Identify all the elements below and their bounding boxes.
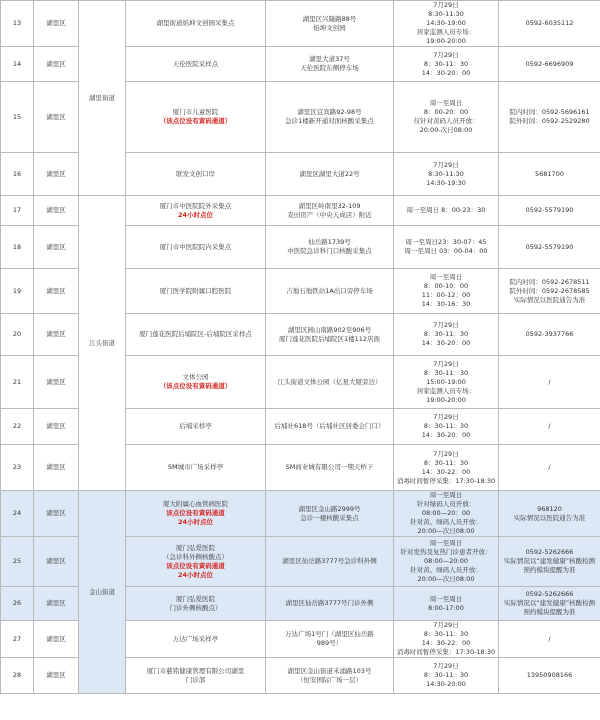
cell-line: 7月29日 bbox=[433, 50, 459, 59]
cell-line: 湖里区兴隆路88号 bbox=[302, 14, 357, 23]
cell-line: 7月29日 bbox=[433, 449, 459, 458]
cell-line: 15:00-19:00 bbox=[426, 377, 466, 386]
cell-line: 周一至周日23：30-07：45 bbox=[405, 238, 487, 246]
cell-line: 周一至周日 bbox=[429, 491, 463, 499]
cell-line: 8：30-11：30 bbox=[423, 630, 469, 638]
address-cell bbox=[266, 587, 394, 621]
site-name-cell bbox=[126, 1, 266, 47]
street-cell: 江头街道 bbox=[79, 196, 126, 491]
phone-cell bbox=[499, 621, 600, 658]
row-number: 18 bbox=[1, 226, 34, 269]
cell-line: 厦门市中医院院内采集点 bbox=[159, 242, 232, 251]
cell-line: 厦门弘爱医院 bbox=[176, 594, 215, 603]
cell-line: 0592-5579190 bbox=[525, 242, 574, 251]
address-cell bbox=[266, 226, 394, 269]
row-number: 20 bbox=[1, 314, 34, 356]
district-cell: 湖里区 bbox=[34, 269, 79, 314]
address-cell bbox=[266, 621, 394, 658]
cell-line: 江头街道文体公园（亿星大厦旁边） bbox=[277, 377, 382, 386]
cell-line: 周一至周日 03：00-04：00 bbox=[404, 247, 488, 255]
site-name-cell bbox=[126, 269, 266, 314]
cell-line: 8：30-11：30 bbox=[423, 368, 469, 377]
cell-line: 14：30-22：00 bbox=[421, 639, 471, 647]
cell-line: 8:00-17:00 bbox=[428, 603, 464, 612]
highlight-note: 24小时点位 bbox=[177, 210, 214, 219]
street-cell: 金山街道 bbox=[79, 491, 126, 694]
service-time-cell bbox=[394, 537, 499, 587]
site-name-cell bbox=[126, 587, 266, 621]
district-cell: 湖里区 bbox=[34, 82, 79, 153]
row-number: 15 bbox=[1, 82, 34, 153]
phone-cell bbox=[499, 587, 600, 621]
cell-line: / bbox=[548, 463, 551, 471]
service-time-cell bbox=[394, 445, 499, 491]
service-time-cell bbox=[394, 196, 499, 226]
cell-line: 989号） bbox=[316, 639, 343, 647]
cell-line: 7月29日 bbox=[433, 621, 459, 629]
district-cell: 湖里区 bbox=[34, 356, 79, 409]
cell-line: 周一至周日 8：00-23：30 bbox=[406, 206, 486, 214]
cell-line: 仅针对黄码人员开放： bbox=[413, 117, 479, 125]
address-cell bbox=[266, 153, 394, 196]
cell-line: 7月29日 bbox=[433, 413, 459, 421]
cell-line: 针对黄、绿码人员开放： bbox=[410, 518, 482, 526]
cell-line: 湖里区仙岳路3777号门诊外侧 bbox=[285, 599, 374, 607]
district-cell: 湖里区 bbox=[34, 537, 79, 587]
site-name-cell bbox=[126, 47, 266, 82]
cell-line: （急诊科外侧核酸点） bbox=[163, 552, 228, 561]
cell-line: 实际情况以医院通告为准 bbox=[513, 513, 586, 522]
site-name-cell bbox=[126, 314, 266, 356]
cell-line: 居家监测人员专场： bbox=[416, 386, 476, 395]
service-time-cell bbox=[394, 587, 499, 621]
cell-line: 厦门市中医院院外采集点 bbox=[159, 201, 232, 210]
address-cell bbox=[266, 491, 394, 537]
cell-line: 8:30-11:30 bbox=[428, 169, 464, 178]
cell-line: 湖里区园山南路902至906号 bbox=[287, 325, 372, 334]
phone-cell bbox=[499, 269, 600, 314]
cell-line: 0592-5262666 bbox=[525, 548, 574, 556]
cell-line: 14：30-16：30 bbox=[421, 300, 471, 308]
site-name-cell bbox=[126, 153, 266, 196]
site-name-cell bbox=[126, 445, 266, 491]
site-name-cell bbox=[126, 409, 266, 445]
row-number: 19 bbox=[1, 269, 34, 314]
district-cell: 湖里区 bbox=[34, 1, 79, 47]
cell-line: 吉地石地铁站1A出口旁停车场 bbox=[286, 286, 373, 295]
phone-cell bbox=[499, 658, 600, 694]
cell-line: 湖里区宜宾路92-98号 bbox=[297, 108, 362, 116]
cell-line: 0592-5262666 bbox=[525, 590, 574, 598]
row-number: 28 bbox=[1, 658, 34, 694]
cell-line: 后埔社618号（后埔社区居委会门口） bbox=[274, 422, 385, 430]
cell-line: 7月29日 bbox=[433, 359, 459, 368]
cell-line: 门诊外侧核酸点） bbox=[169, 603, 222, 612]
row-number: 14 bbox=[1, 47, 34, 82]
cell-line: 厦门市慈铭健康管理有限公司湖里 bbox=[146, 666, 245, 675]
cell-line: 文体公园 bbox=[182, 373, 209, 381]
cell-line: 8：30-11：30 bbox=[423, 422, 469, 430]
cell-line: 0592-6035112 bbox=[525, 19, 574, 27]
address-cell bbox=[266, 658, 394, 694]
site-name-cell bbox=[126, 621, 266, 658]
row-number: 27 bbox=[1, 621, 34, 658]
cell-line: 14：30-20：00 bbox=[421, 339, 471, 347]
phone-cell bbox=[499, 314, 600, 356]
district-cell: 湖里区 bbox=[34, 445, 79, 491]
site-name-cell bbox=[126, 491, 266, 537]
district-cell: 湖里区 bbox=[34, 226, 79, 269]
cell-line: 20:00—次日08:00 bbox=[417, 575, 475, 583]
site-name-cell bbox=[126, 658, 266, 694]
row-number: 22 bbox=[1, 409, 34, 445]
address-cell bbox=[266, 1, 394, 47]
cell-line: 13950908166 bbox=[526, 671, 573, 679]
address-cell bbox=[266, 445, 394, 491]
cell-line: 厦门莲花医院后埔院区-后埔院区采样点 bbox=[139, 330, 252, 338]
service-time-cell bbox=[394, 491, 499, 537]
cell-line: 20:00-次日08:00 bbox=[419, 126, 473, 134]
cell-line: 院外时间：0592-2529280 bbox=[509, 117, 590, 125]
service-time-cell bbox=[394, 621, 499, 658]
phone-cell bbox=[499, 356, 600, 409]
cell-line: 急诊1楼新开通对面核酸采集点 bbox=[285, 117, 374, 125]
cell-line: 针对黄、绿码人员开放： bbox=[410, 566, 482, 574]
cell-line: 厦门市儿童医院 bbox=[172, 108, 219, 116]
service-time-cell bbox=[394, 47, 499, 82]
address-cell bbox=[266, 537, 394, 587]
row-number: 13 bbox=[1, 1, 34, 47]
cell-line: 周一至周日 bbox=[429, 273, 463, 281]
cell-line: 厦门医学院附属口腔医院 bbox=[159, 286, 232, 295]
service-time-cell bbox=[394, 226, 499, 269]
highlight-note: 该点位设有黄码通道 bbox=[166, 509, 225, 517]
cell-line: 万达广场1号门（湖里区仙岳路 bbox=[285, 630, 374, 638]
table-row bbox=[1, 1, 600, 47]
table-row bbox=[1, 491, 600, 537]
cell-line: 14：30-20：00 bbox=[421, 68, 471, 77]
cell-line: 8：30-11：30 bbox=[423, 458, 469, 467]
district-cell: 湖里区 bbox=[34, 491, 79, 537]
district-cell: 湖里区 bbox=[34, 621, 79, 658]
cell-line: / bbox=[548, 422, 551, 430]
cell-line: 周一至周日 bbox=[429, 99, 463, 107]
cell-line: 湖里区岭南里32-109 bbox=[298, 201, 361, 210]
service-time-cell bbox=[394, 658, 499, 694]
cell-line: 8：00-10：00 bbox=[423, 282, 469, 290]
address-cell bbox=[266, 409, 394, 445]
cell-line: 联发文创口岸 bbox=[176, 169, 215, 178]
cell-line: 8：30-11：30 bbox=[423, 59, 469, 68]
cell-line: 周一至周日 bbox=[429, 594, 463, 603]
site-name-cell bbox=[126, 82, 266, 153]
service-time-cell bbox=[394, 153, 499, 196]
row-number: 21 bbox=[1, 356, 34, 409]
cell-line: 湖里区湖里大道22号 bbox=[299, 169, 360, 178]
cell-line: 仙岳路1739号 bbox=[308, 238, 351, 246]
row-number: 17 bbox=[1, 196, 34, 226]
service-time-cell bbox=[394, 356, 499, 409]
cell-line: （恒安国际广场一层） bbox=[297, 675, 362, 684]
highlight-note: （该点位设有黄码通道） bbox=[159, 382, 232, 390]
cell-line: 门诊部 bbox=[185, 675, 206, 684]
cell-line: 湖里大道37号 bbox=[309, 55, 350, 63]
cell-line: 14:30-19:30 bbox=[426, 178, 466, 187]
row-number: 26 bbox=[1, 587, 34, 621]
highlight-note: 24小时点位 bbox=[177, 570, 214, 579]
district-cell: 湖里区 bbox=[34, 196, 79, 226]
highlight-note: 24小时点位 bbox=[177, 518, 214, 526]
cell-line: 19:00-20:00 bbox=[426, 37, 466, 45]
cell-line: 万达广场采样亭 bbox=[172, 634, 219, 643]
highlight-note: （该点位设有黄码通道） bbox=[159, 117, 232, 125]
cell-line: 8：30-11：30 bbox=[423, 330, 469, 338]
phone-cell bbox=[499, 226, 600, 269]
cell-line: 湖里街道焰坤文创园采集点 bbox=[156, 19, 235, 27]
cell-line: 0592-6696909 bbox=[525, 59, 574, 68]
cell-line: / bbox=[548, 634, 551, 643]
cell-line: 湖里区金山街道禾涌路103号 bbox=[287, 666, 372, 675]
district-cell: 湖里区 bbox=[34, 314, 79, 356]
cell-line: 院外时间：0592-2678585 bbox=[509, 286, 590, 295]
site-name-cell bbox=[126, 226, 266, 269]
phone-cell bbox=[499, 445, 600, 491]
street-cell: 湖里街道 bbox=[79, 1, 126, 196]
district-cell: 湖里区 bbox=[34, 153, 79, 196]
row-number: 16 bbox=[1, 153, 34, 196]
cell-line: 厦大附属心血管病医院 bbox=[163, 500, 228, 508]
cell-line: 针对绿码人员开放： bbox=[416, 500, 476, 508]
cell-line: 预约模块提醒为准 bbox=[523, 566, 576, 574]
cell-line: 14：30-22：00 bbox=[421, 467, 471, 476]
cell-line: 5681700 bbox=[535, 169, 564, 178]
cell-line: 11：00-12：00 bbox=[421, 291, 471, 299]
row-number: 24 bbox=[1, 491, 34, 537]
cell-line: 0592-5579190 bbox=[525, 206, 574, 214]
service-time-cell bbox=[394, 314, 499, 356]
cell-line: 实际情况以“建发健康”核酸检测 bbox=[503, 599, 596, 607]
phone-cell bbox=[499, 537, 600, 587]
cell-line: 消毒时间暂停采集：17:30-18:30 bbox=[396, 648, 496, 656]
phone-cell bbox=[499, 47, 600, 82]
cell-line: SM商业城有限公司一期天桥下 bbox=[285, 463, 374, 471]
site-name-cell bbox=[126, 196, 266, 226]
cell-line: 天伦医院东侧停车场 bbox=[300, 64, 359, 72]
cell-line: 08:00—20：00 bbox=[421, 509, 471, 517]
service-time-cell bbox=[394, 1, 499, 47]
cell-line: 针对发热及复热门诊患者开放： bbox=[400, 548, 492, 556]
service-time-cell bbox=[394, 269, 499, 314]
cell-line: 20:00—次日08:00 bbox=[417, 527, 475, 535]
cell-line: 急诊一楼核酸采集点 bbox=[300, 513, 359, 522]
cell-line: 消毒时间暂停采集：17:30-18:30 bbox=[396, 476, 496, 485]
cell-line: / bbox=[548, 377, 551, 386]
cell-line: 厦门莲花医院后埔院区1楼112店面 bbox=[278, 334, 381, 343]
cell-line: 焰坤文创园 bbox=[313, 23, 346, 32]
district-cell: 湖里区 bbox=[34, 47, 79, 82]
cell-line: 居家监测人员专场： bbox=[416, 28, 476, 36]
cell-line: 08:00—20:00 bbox=[424, 557, 468, 565]
site-name-cell bbox=[126, 537, 266, 587]
cell-line: 0592-3937766 bbox=[525, 330, 574, 338]
district-cell: 湖里区 bbox=[34, 587, 79, 621]
cell-line: 7月29日 bbox=[433, 321, 459, 329]
service-time-cell bbox=[394, 82, 499, 153]
district-cell: 湖里区 bbox=[34, 658, 79, 694]
address-cell bbox=[266, 356, 394, 409]
cell-line: 周一至周日 bbox=[429, 539, 463, 547]
phone-cell bbox=[499, 82, 600, 153]
cell-line: 968120 bbox=[537, 504, 562, 513]
cell-line: 8：00-20：00 bbox=[423, 108, 469, 116]
service-time-cell bbox=[394, 409, 499, 445]
cell-line: 麦田房产（中央天成店）附近 bbox=[287, 210, 372, 219]
cell-line: 天伦医院采样点 bbox=[172, 59, 219, 68]
cell-line: 19:00-20:00 bbox=[426, 395, 466, 404]
cell-line: 14:30-19:00 bbox=[426, 19, 466, 27]
cell-line: 预约模块提醒为准 bbox=[523, 608, 576, 616]
cell-line: 院内时间：0592-2678511 bbox=[509, 277, 590, 286]
cell-line: 7月29日 bbox=[433, 160, 459, 169]
row-number: 25 bbox=[1, 537, 34, 587]
table-row bbox=[1, 196, 600, 226]
cell-line: 8：30-11：30 bbox=[423, 671, 469, 679]
address-cell bbox=[266, 82, 394, 153]
cell-line: 湖里区仙岳路3777号急诊科外侧 bbox=[282, 557, 377, 565]
phone-cell bbox=[499, 1, 600, 47]
cell-line: 14：30-20：00 bbox=[421, 431, 471, 439]
cell-line: 实际情况以医院通告为准 bbox=[513, 295, 586, 304]
table-body bbox=[1, 1, 600, 694]
cell-line: 后埔采样亭 bbox=[179, 422, 212, 430]
cell-line: 厦门弘爱医院 bbox=[176, 543, 215, 552]
phone-cell bbox=[499, 409, 600, 445]
row-number: 23 bbox=[1, 445, 34, 491]
phone-cell bbox=[499, 153, 600, 196]
highlight-note: 该点位设有黄码通道 bbox=[166, 561, 225, 570]
address-cell bbox=[266, 47, 394, 82]
cell-line: 7月29日 bbox=[433, 662, 459, 670]
cell-line: 14:30-20:00 bbox=[426, 680, 466, 688]
cell-line: SM城市广场采样亭 bbox=[167, 463, 224, 471]
address-cell bbox=[266, 196, 394, 226]
district-cell: 湖里区 bbox=[34, 409, 79, 445]
cell-line: 中医院急诊科门口核酸采集点 bbox=[287, 247, 372, 255]
phone-cell bbox=[499, 491, 600, 537]
cell-line: 8:30-11:30 bbox=[428, 10, 464, 18]
cell-line: 湖里区金山路2999号 bbox=[298, 504, 361, 513]
cell-line: 实际情况以“建发健康”核酸检测 bbox=[503, 557, 596, 565]
site-name-cell bbox=[126, 356, 266, 409]
address-cell bbox=[266, 314, 394, 356]
address-cell bbox=[266, 269, 394, 314]
cell-line: 院内时间：0592-5696161 bbox=[509, 108, 590, 116]
cell-line: 7月29日 bbox=[433, 1, 459, 9]
phone-cell bbox=[499, 196, 600, 226]
